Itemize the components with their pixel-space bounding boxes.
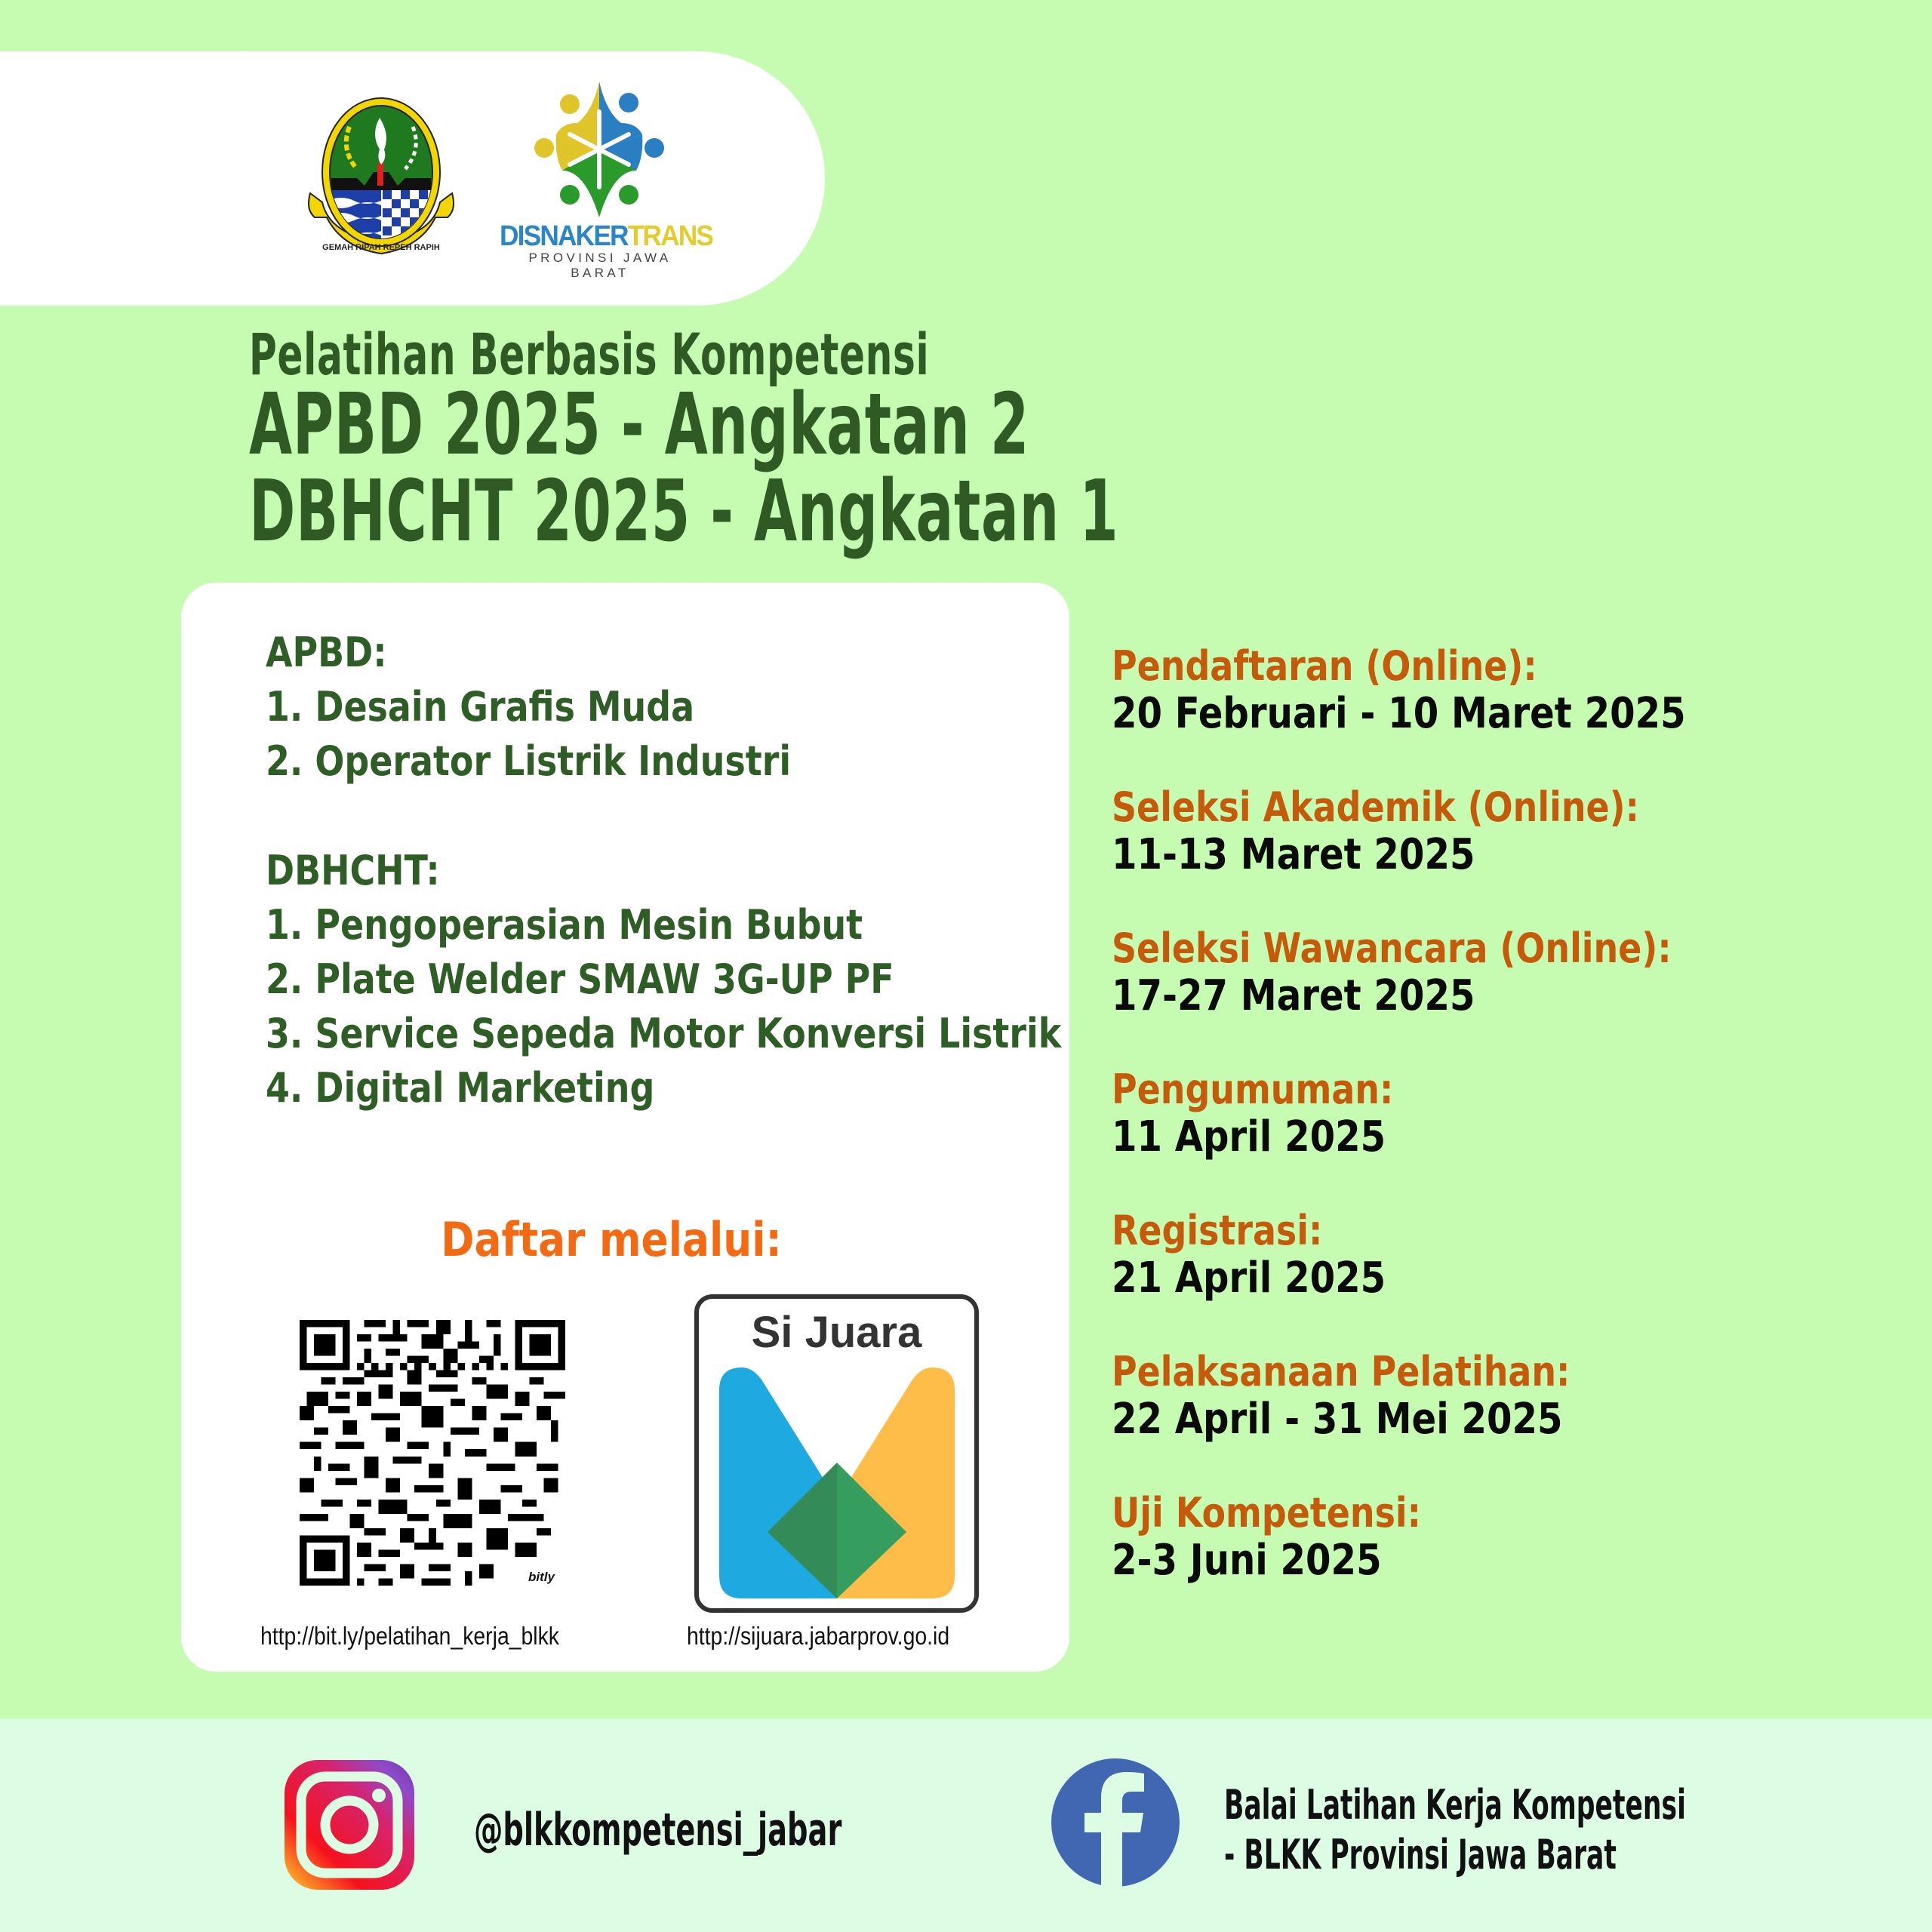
- facebook-page-name-line1[interactable]: Balai Latihan Kerja Kompetensi: [1224, 1781, 1686, 1829]
- instagram-icon[interactable]: [285, 1760, 414, 1890]
- disnakertrans-name: [500, 220, 713, 252]
- schedule-label: Seleksi Akademik (Online):: [1112, 783, 1639, 831]
- coat-motto: GEMAH RIPAH REPEH RAPIH: [322, 243, 440, 252]
- facebook-icon[interactable]: [1051, 1758, 1180, 1887]
- dbhcht-program-item: 4. Digital Marketing: [266, 1064, 655, 1112]
- disnakertrans-name-part2: TRANS: [627, 220, 713, 252]
- apbd-heading: APBD:: [266, 629, 387, 676]
- bitly-link[interactable]: http://bit.ly/pelatihan_kerja_blkk: [260, 1622, 559, 1650]
- dbhcht-heading: DBHCHT:: [266, 847, 440, 894]
- schedule-label: Seleksi Wawancara (Online):: [1112, 924, 1672, 972]
- apbd-program-item: 1. Desain Grafis Muda: [266, 683, 695, 731]
- dbhcht-program-item: 1. Pengoperasian Mesin Bubut: [266, 901, 863, 949]
- schedule-date: 20 Februari - 10 Maret 2025: [1112, 689, 1686, 738]
- disnakertrans-subtitle: PROVINSI JAWA BARAT: [528, 251, 672, 280]
- sijuara-title: Si Juara: [751, 1308, 922, 1357]
- bitly-badge: bitly: [528, 1570, 555, 1584]
- schedule-date: 22 April - 31 Mei 2025: [1112, 1395, 1563, 1444]
- facebook-page-name-line2[interactable]: - BLKK Provinsi Jawa Barat: [1224, 1831, 1617, 1878]
- schedule-label: Pengumuman:: [1112, 1066, 1394, 1113]
- title-line-3: DBHCHT 2025 - Angkatan 1: [249, 463, 1119, 561]
- schedule-label: Pelaksanaan Pelatihan:: [1112, 1348, 1571, 1395]
- disnakertrans-name-part1: DISNAKER: [500, 220, 628, 252]
- schedule-date: 11-13 Maret 2025: [1112, 830, 1475, 879]
- schedule-label: Pendaftaran (Online):: [1112, 642, 1537, 690]
- title-line-1: Pelatihan Berbasis Kompetensi: [249, 321, 930, 388]
- sijuara-link[interactable]: http://sijuara.jabarprov.go.id: [687, 1622, 950, 1650]
- register-via-heading-wrap: [365, 1214, 858, 1266]
- dbhcht-program-item: 3. Service Sepeda Motor Konversi Listrik: [266, 1010, 1062, 1057]
- apbd-program-item: 2. Operator Listrik Industri: [266, 737, 792, 785]
- disnakertrans-star-icon: [532, 82, 666, 217]
- schedule-date: 11 April 2025: [1112, 1112, 1386, 1161]
- schedule-date: 2-3 Juni 2025: [1112, 1536, 1382, 1585]
- dbhcht-program-item: 2. Plate Welder SMAW 3G-UP PF: [266, 955, 894, 1003]
- instagram-handle[interactable]: @blkkompetensi_jabar: [474, 1804, 842, 1857]
- schedule-date: 17-27 Maret 2025: [1112, 971, 1475, 1020]
- schedule-label: Uji Kompetensi:: [1112, 1489, 1421, 1537]
- title-line-2: APBD 2025 - Angkatan 2: [249, 376, 1030, 474]
- sijuara-logo-icon: [719, 1367, 955, 1598]
- schedule-label: Registrasi:: [1112, 1207, 1323, 1254]
- qr-code[interactable]: [300, 1320, 565, 1586]
- register-via-heading: Daftar melalui:: [441, 1212, 782, 1267]
- jawa-barat-coat-of-arms-icon: [304, 97, 458, 257]
- schedule-date: 21 April 2025: [1112, 1254, 1386, 1303]
